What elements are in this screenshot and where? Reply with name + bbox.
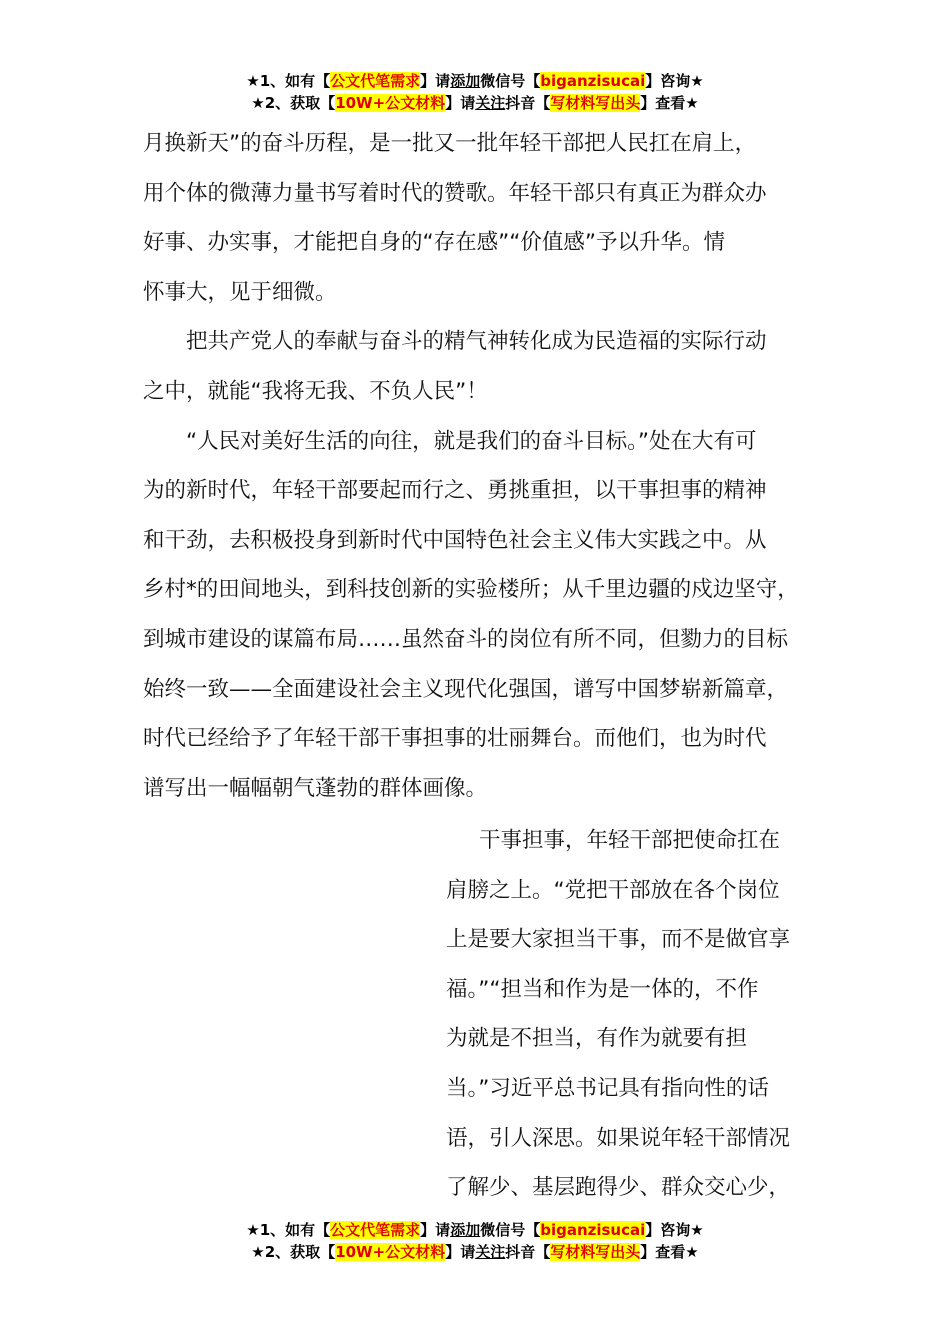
header-banner xyxy=(0,70,950,114)
banner-text: 微信号【 xyxy=(480,72,541,90)
banner-text: 抖音【 xyxy=(505,94,551,112)
banner-highlight: 公文代笔需求 xyxy=(330,1221,421,1239)
banner-underlined: 关注 xyxy=(475,94,506,112)
text-line: 乡村*的田间地头，到科技创新的实验楼所；从千里边疆的戍边坚守， xyxy=(143,577,799,603)
text-line: 和干劲，去积极投身到新时代中国特色社会主义伟大实践之中。从 xyxy=(143,527,767,553)
text-line: “人民对美好生活的向往，就是我们的奋斗目标。”处在大有可 xyxy=(186,428,757,454)
banner-text: 】查看★ xyxy=(640,1243,699,1261)
banner-highlight: 公文代笔需求 xyxy=(330,72,421,90)
text-line: 之中，就能“我将无我、不负人民”！ xyxy=(143,378,488,404)
banner-text: 】咨询★ xyxy=(645,72,704,90)
document-body xyxy=(143,119,833,813)
banner-text: 】请 xyxy=(445,1243,476,1261)
banner-underlined: 添加 xyxy=(450,72,481,90)
banner-text: 抖音【 xyxy=(505,1243,551,1261)
banner-highlight: biganzisucai xyxy=(540,72,646,90)
banner-text: ★1、如有【 xyxy=(246,1221,331,1239)
text-line: 当。”习近平总书记具有指向性的话 xyxy=(446,1075,769,1101)
text-line: 好事、办实事，才能把自身的“存在感”“价值感”予以升华。情 xyxy=(143,230,726,256)
text-line: 了解少、基层跑得少、群众交心少， xyxy=(446,1175,791,1201)
banner-text: 】请 xyxy=(420,72,451,90)
banner-line-1 xyxy=(0,70,950,92)
narrow-paragraph xyxy=(446,816,826,1213)
footer-banner xyxy=(0,1219,950,1263)
text-line: 为的新时代，年轻干部要起而行之、勇挑重担，以干事担事的精神 xyxy=(143,478,767,504)
text-line: 干事担事，年轻干部把使命扛在 xyxy=(479,828,781,853)
text-line: 时代已经给予了年轻干部干事担事的壮丽舞台。而他们，也为时代 xyxy=(143,726,767,752)
text-line: 为就是不担当，有作为就要有担 xyxy=(446,1026,748,1052)
banner-text: ★2、获取【 xyxy=(251,1243,336,1261)
banner-line-2 xyxy=(0,1241,950,1263)
text-line: 上是要大家担当干事，而不是做官享 xyxy=(446,927,791,953)
text-line: 肩膀之上。“党把干部放在各个岗位 xyxy=(446,877,780,903)
banner-text: ★1、如有【 xyxy=(246,72,331,90)
banner-text: 】咨询★ xyxy=(645,1221,704,1239)
banner-underlined: 关注 xyxy=(475,1243,506,1261)
text-line: 用个体的微薄力量书写着时代的赞歌。年轻干部只有真正为群众办 xyxy=(143,180,767,206)
banner-line-2 xyxy=(0,92,950,114)
text-line: 始终一致——全面建设社会主义现代化强国，谱写中国梦崭新篇章， xyxy=(143,676,789,702)
text-line: 福。”“担当和作为是一体的，不作 xyxy=(446,976,759,1002)
banner-highlight: biganzisucai xyxy=(540,1221,646,1239)
banner-line-1 xyxy=(0,1219,950,1241)
text-line: 语，引人深思。如果说年轻干部情况 xyxy=(446,1125,791,1151)
banner-highlight: 10W+公文材料 xyxy=(335,1243,446,1261)
banner-text: 微信号【 xyxy=(480,1221,541,1239)
text-line: 怀事大，见于细微。 xyxy=(143,279,337,305)
banner-underlined: 添加 xyxy=(450,1221,481,1239)
banner-text: 】请 xyxy=(420,1221,451,1239)
banner-highlight: 写材料写出头 xyxy=(550,94,641,112)
banner-highlight: 写材料写出头 xyxy=(550,1243,641,1261)
banner-highlight: 10W+公文材料 xyxy=(335,94,446,112)
text-line: 谱写出一幅幅朝气蓬勃的群体画像。 xyxy=(143,775,488,801)
banner-text: ★2、获取【 xyxy=(251,94,336,112)
text-line: 把共产党人的奉献与奋斗的精气神转化成为民造福的实际行动 xyxy=(186,329,767,355)
text-line: 月换新天”的奋斗历程，是一批又一批年轻干部把人民扛在肩上， xyxy=(143,131,757,156)
banner-text: 】查看★ xyxy=(640,94,699,112)
text-line: 到城市建设的谋篇布局……虽然奋斗的岗位有所不同，但勠力的目标 xyxy=(143,626,789,652)
banner-text: 】请 xyxy=(445,94,476,112)
